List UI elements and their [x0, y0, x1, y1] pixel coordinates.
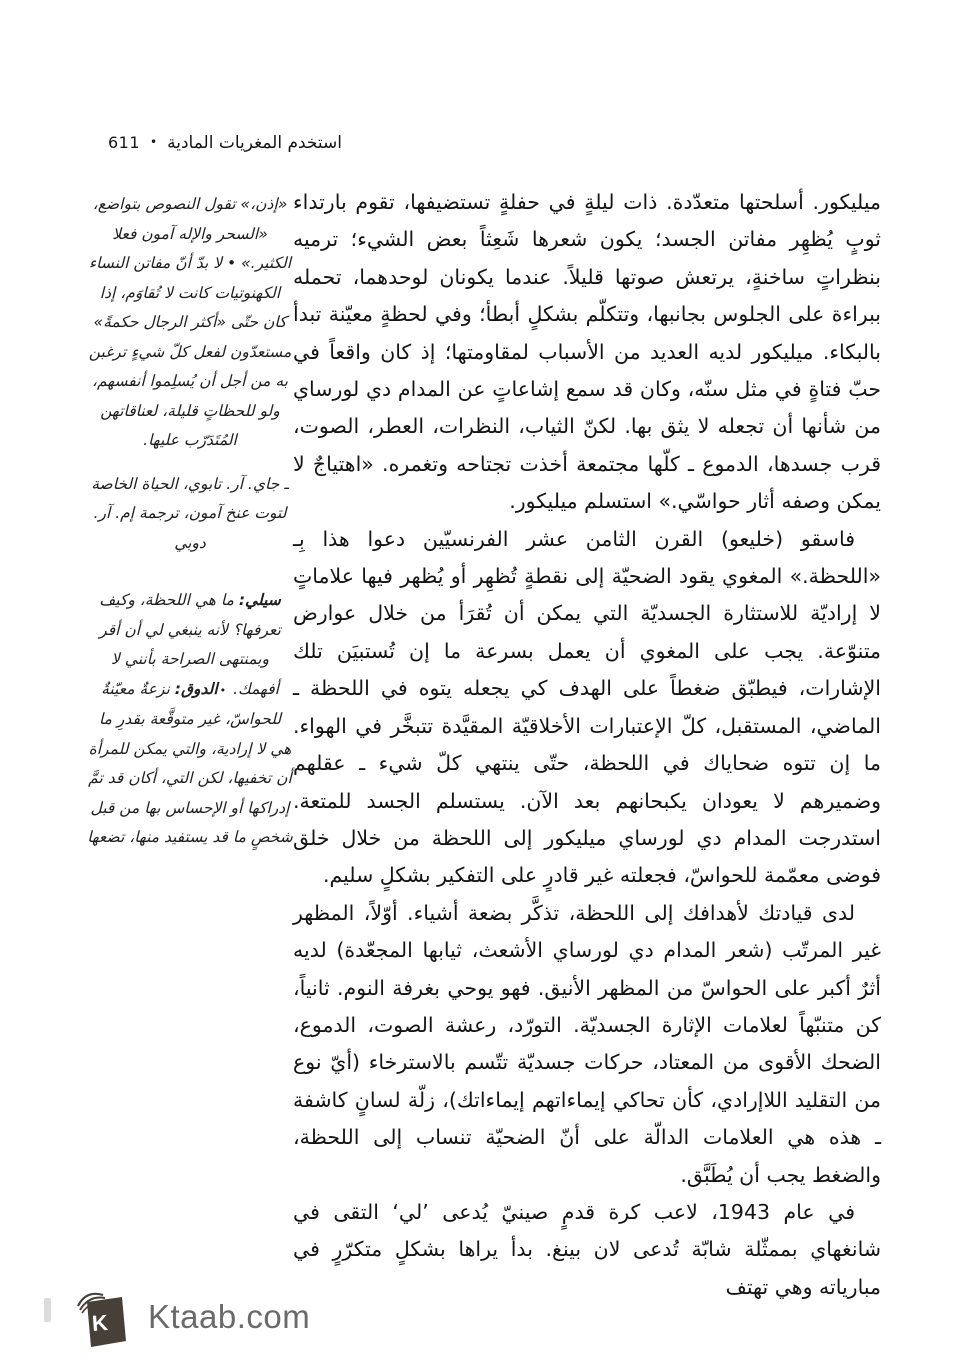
dialogue-duke-text: نزعةٌ معيّنةٌ للحواسّ، غير متوقَّعة بقدرِ ما هي لا إرادية، والتي يمكن للمرأة أن تخفيها، لكن التي، أكان قد تمَّ إدراكها أو الإحساس بها من قبل شخصٍ ما قد يستفيد منها، تضعها — [87, 679, 293, 846]
margin-notes-column — [86, 190, 294, 853]
scan-artifact — [44, 1298, 51, 1322]
body-paragraph: لدى قيادتك لأهدافك إلى اللحظة، تذكَّر بضعة أشياء. أوّلاً، المظهر غير المرتّب (شعر المدام دي لورساي الأشعث، ثيابها المجعّدة) لديه أثرٌ أكبر على الحواسّ من المظهر الأنيق. فهو يوحي بغرفة النوم. ثانياً، كن متنبّهاً لعلامات الإثارة الجسديّة. التورّد، رعشة الصوت، الدموع، الضحك الأقوى من المعتاد، حركات جسديّة تتّسم بالاسترخاء (أيّ نوع من التقليد اللاإرادي، كأن تحاكي إيماءاتهم إيماءاتك)، زلّة لسانٍ كاشفة ـ هذه هي العلامات الدالّة على أنّ الضحيّة تنساب إلى اللحظة، والضغط يجب أن يُطَبَّق. — [293, 900, 881, 1187]
margin-note-attribution: ـ جاي. آر. تابوي، الحياة الخاصة لتوت عنخ آمون، ترجمة إم. آر. دوبي — [91, 474, 289, 552]
page-number: 611 — [108, 133, 141, 152]
running-header — [108, 133, 342, 153]
dialogue-celie-text: ما هي اللحظة، وكيف تعرفها؟ لأنه ينبغي لي أن أقر وبمنتهى الصراحة بأنني لا أفهمك. — [99, 591, 281, 698]
dialogue-bullet-separator: • — [219, 683, 227, 697]
dialogue-speaker-celie: سيلي: — [238, 591, 281, 609]
open-book-icon — [70, 1286, 134, 1348]
body-paragraph: ميليكور. أسلحتها متعدّدة. ذات ليلةٍ في حفلةٍ تستضيفها، تقوم بارتداء ثوبٍ يُظهِر مفاتن الجسد؛ يكون شعرها شَعِثاً بعض الشيء؛ ترميه بنظراتٍ ساخنةٍ، يرتعش صوتها قليلاً. عندما يكونان لوحدهما، تحمله ببراءة على الجلوس بجانبها، وتتكلّم بشكلٍ أبطأ؛ وفي لحظةٍ معيّنة تبدأ بالبكاء. ميليكور لديه العديد من الأسباب لمقاومتها؛ إذ كان واقعاً في حبّ فتاةٍ في مثل سنّه، وكان قد سمع إشاعاتٍ عن المدام دي لورساي من شأنها أن تجعله لا يثق بها. لكنّ الثياب، النظرات، العطر، الصوت، قرب جسدها، الدموع ـ كلّها مجتمعة أخذت تجتاحه وتغمره. «اهتياجٌ لا يمكن وصفه أثار حواسّي.» استسلم ميليكور. — [293, 190, 881, 514]
header-bullet-separator: • — [150, 135, 158, 149]
margin-note-dialogue — [86, 586, 294, 853]
main-text-column — [293, 184, 881, 1306]
body-paragraph: في عام 1943، لاعب كرة قدمٍ صينيّ يُدعى ’لي‘ التقى في شانغهاي بممثّلة شابّة تُدعى لان بينغ. بدأ يراها بشكلٍ متكرّرٍ في مبارياته وهي تهتف — [293, 1199, 881, 1299]
margin-note-quote: «إذن،» تقول النصوص بتواضع، «السحر والإله آمون فعلا الكثير.» • لا بدّ أنّ مفاتن النساء الكهنوتيات كانت لا تُقاوَم، إذا كان حتّى «أكثر الرجال حكمةً» مستعدّون لفعل كلّ شيءٍ ترغبن به من أجل أن يُسلِموا أنفسهم، ولو للحظاتٍ قليلة، لعناقاتهن المُتَدَرّب عليها. — [88, 195, 292, 449]
brand-name: Ktaab.com — [148, 1298, 311, 1335]
ktaab-logo[interactable] — [70, 1286, 310, 1348]
body-paragraph: فاسقو (خليعو) القرن الثامن عشر الفرنسيّين دعوا هذا بِـ «اللحظة.» المغوي يقود الضحيّة إلى نقطةٍ تُظهِر أو يُظهر فيها علاماتٍ لا إراديّة للاستثارة الجسديّة التي يمكن أن تُقرَأ من خلال عوارض متنوّعة. يجب على المغوي أن يعمل بسرعة ما إن تُستبيَن تلك الإشارات، فيطبّق ضغطاً على الهدف كي يجعله يتوه في اللحظة ـ الماضي، المستقبل، كلّ الإعتبارات الأخلاقيّة المقيَّدة تتبخَّر في الهواء. ما إن تتوه ضحاياك في اللحظة، حتّى ينتهي كلّ شيء ـ عقلهم وضميرهم لا يعودان يكبحانهم بعد الآن. يستسلم الجسد للمتعة. استدرجت المدام دي لورساي ميليكور إلى اللحظة من خلال خلق فوضى معمّمة للحواسّ، فجعلته غير قادرٍ على التفكير بشكلٍ سليم. — [293, 526, 881, 888]
chapter-title: استخدم المغريات المادية — [167, 133, 343, 153]
dialogue-speaker-duke: الدوق: — [174, 679, 218, 698]
logo-letter: K — [91, 1309, 109, 1336]
